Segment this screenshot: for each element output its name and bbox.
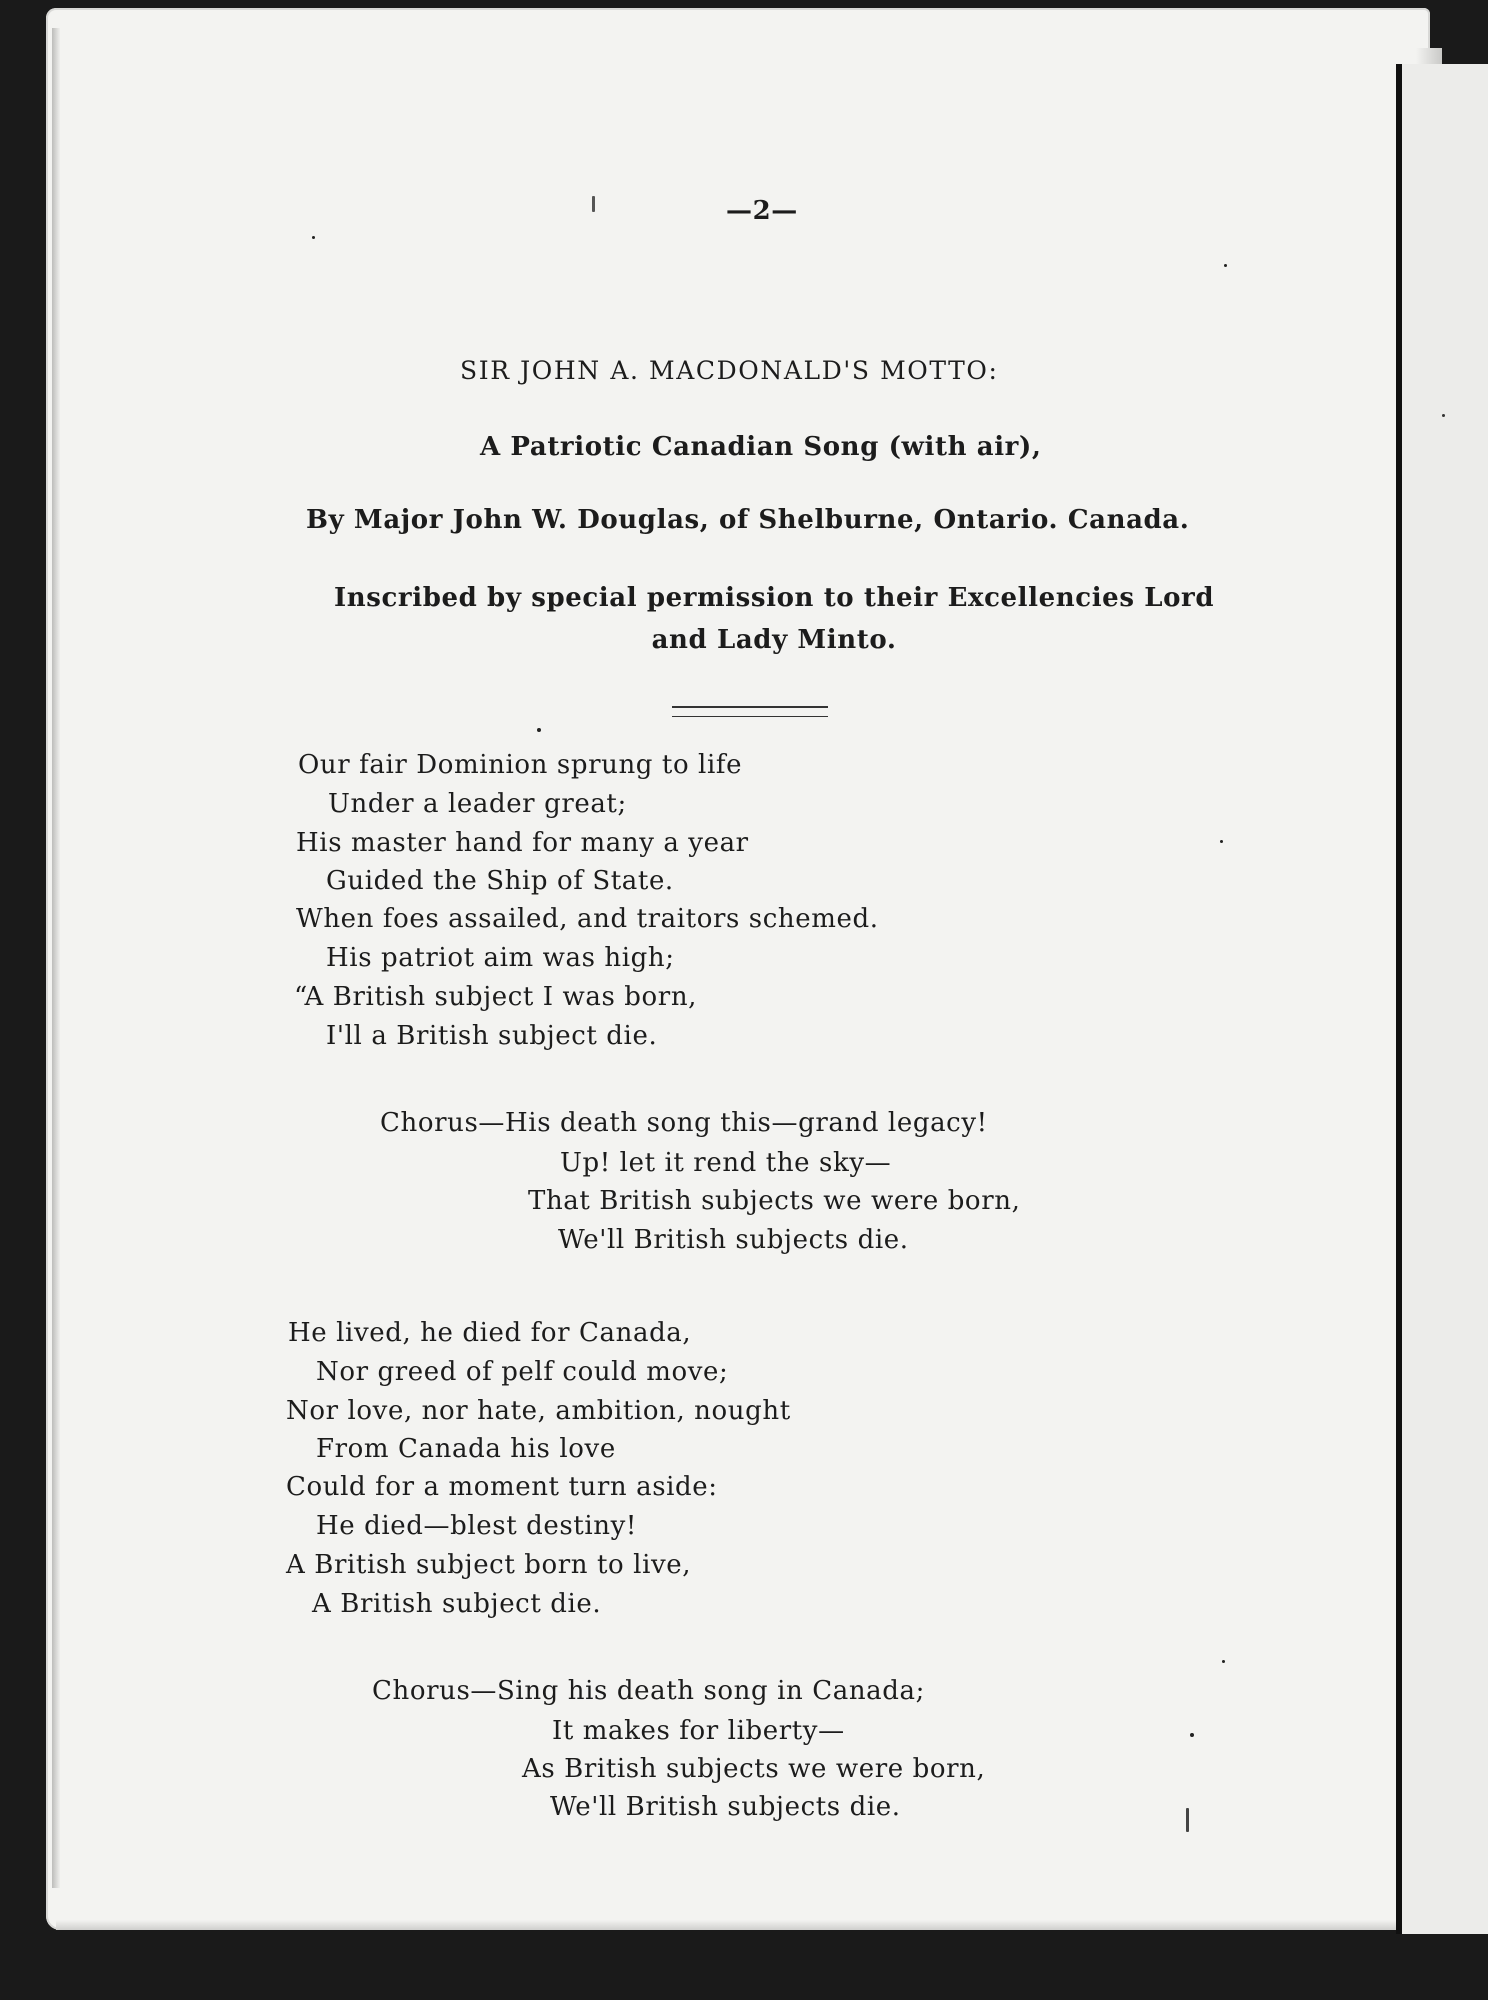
- verse-line: I'll a British subject die.: [326, 1021, 658, 1051]
- chorus-line: As British subjects we were born,: [522, 1754, 986, 1784]
- speck: [1224, 264, 1227, 267]
- chorus-line: It makes for liberty—: [552, 1716, 845, 1746]
- double-rule: [672, 716, 828, 717]
- speck: [1220, 840, 1223, 843]
- speck: [312, 236, 315, 239]
- verse-line: Nor love, nor hate, ambition, nought: [286, 1396, 791, 1426]
- verse-line: A British subject die.: [312, 1589, 602, 1619]
- speck: [1186, 1808, 1189, 1832]
- chorus-line: Chorus—Sing his death song in Canada;: [372, 1676, 925, 1706]
- speck: [592, 196, 595, 212]
- chorus-line: We'll British subjects die.: [550, 1792, 901, 1822]
- document-page: [46, 8, 1430, 1930]
- speck: [1190, 1733, 1194, 1737]
- verse-line: A British subject born to live,: [286, 1550, 692, 1580]
- page-number: —2—: [726, 196, 798, 226]
- song-subtitle: A Patriotic Canadian Song (with air),: [480, 432, 1042, 462]
- verse-line: Nor greed of pelf could move;: [316, 1357, 729, 1387]
- double-rule: [672, 706, 828, 708]
- verse-line: Guided the Ship of State.: [326, 866, 674, 896]
- song-title: SIR JOHN A. MACDONALD'S MOTTO:: [460, 356, 999, 385]
- verse-line: His master hand for many a year: [296, 828, 749, 858]
- verse-line: Our fair Dominion sprung to life: [298, 750, 743, 780]
- dedication-line: and Lady Minto.: [651, 625, 897, 655]
- verse-line: Under a leader great;: [328, 789, 627, 819]
- page-edge: [56, 1920, 1424, 1930]
- adjacent-page: [1396, 64, 1488, 1934]
- verse-line: His patriot aim was high;: [326, 943, 675, 973]
- chorus-line: We'll British subjects die.: [558, 1225, 909, 1255]
- verse-line: Could for a moment turn aside:: [286, 1472, 718, 1502]
- dedication-line: Inscribed by special permission to their Excellencies Lord: [334, 583, 1215, 613]
- author-byline: By Major John W. Douglas, of Shelburne, Ontario. Canada.: [306, 505, 1190, 535]
- verse-line: When foes assailed, and traitors schemed.: [296, 904, 879, 934]
- speck: [537, 728, 541, 732]
- chorus-line: Chorus—His death song this—grand legacy!: [380, 1108, 988, 1138]
- speck: [1442, 414, 1445, 417]
- verse-line: He died—blest destiny!: [316, 1511, 637, 1541]
- chorus-line: That British subjects we were born,: [528, 1186, 1021, 1216]
- verse-line: “A British subject I was born,: [294, 982, 698, 1012]
- dedication: [334, 577, 1214, 661]
- chorus-line: Up! let it rend the sky—: [560, 1148, 892, 1178]
- speck: [1222, 1660, 1225, 1663]
- verse-line: He lived, he died for Canada,: [288, 1318, 692, 1348]
- page-edge: [52, 28, 60, 1888]
- verse-line: From Canada his love: [316, 1434, 616, 1464]
